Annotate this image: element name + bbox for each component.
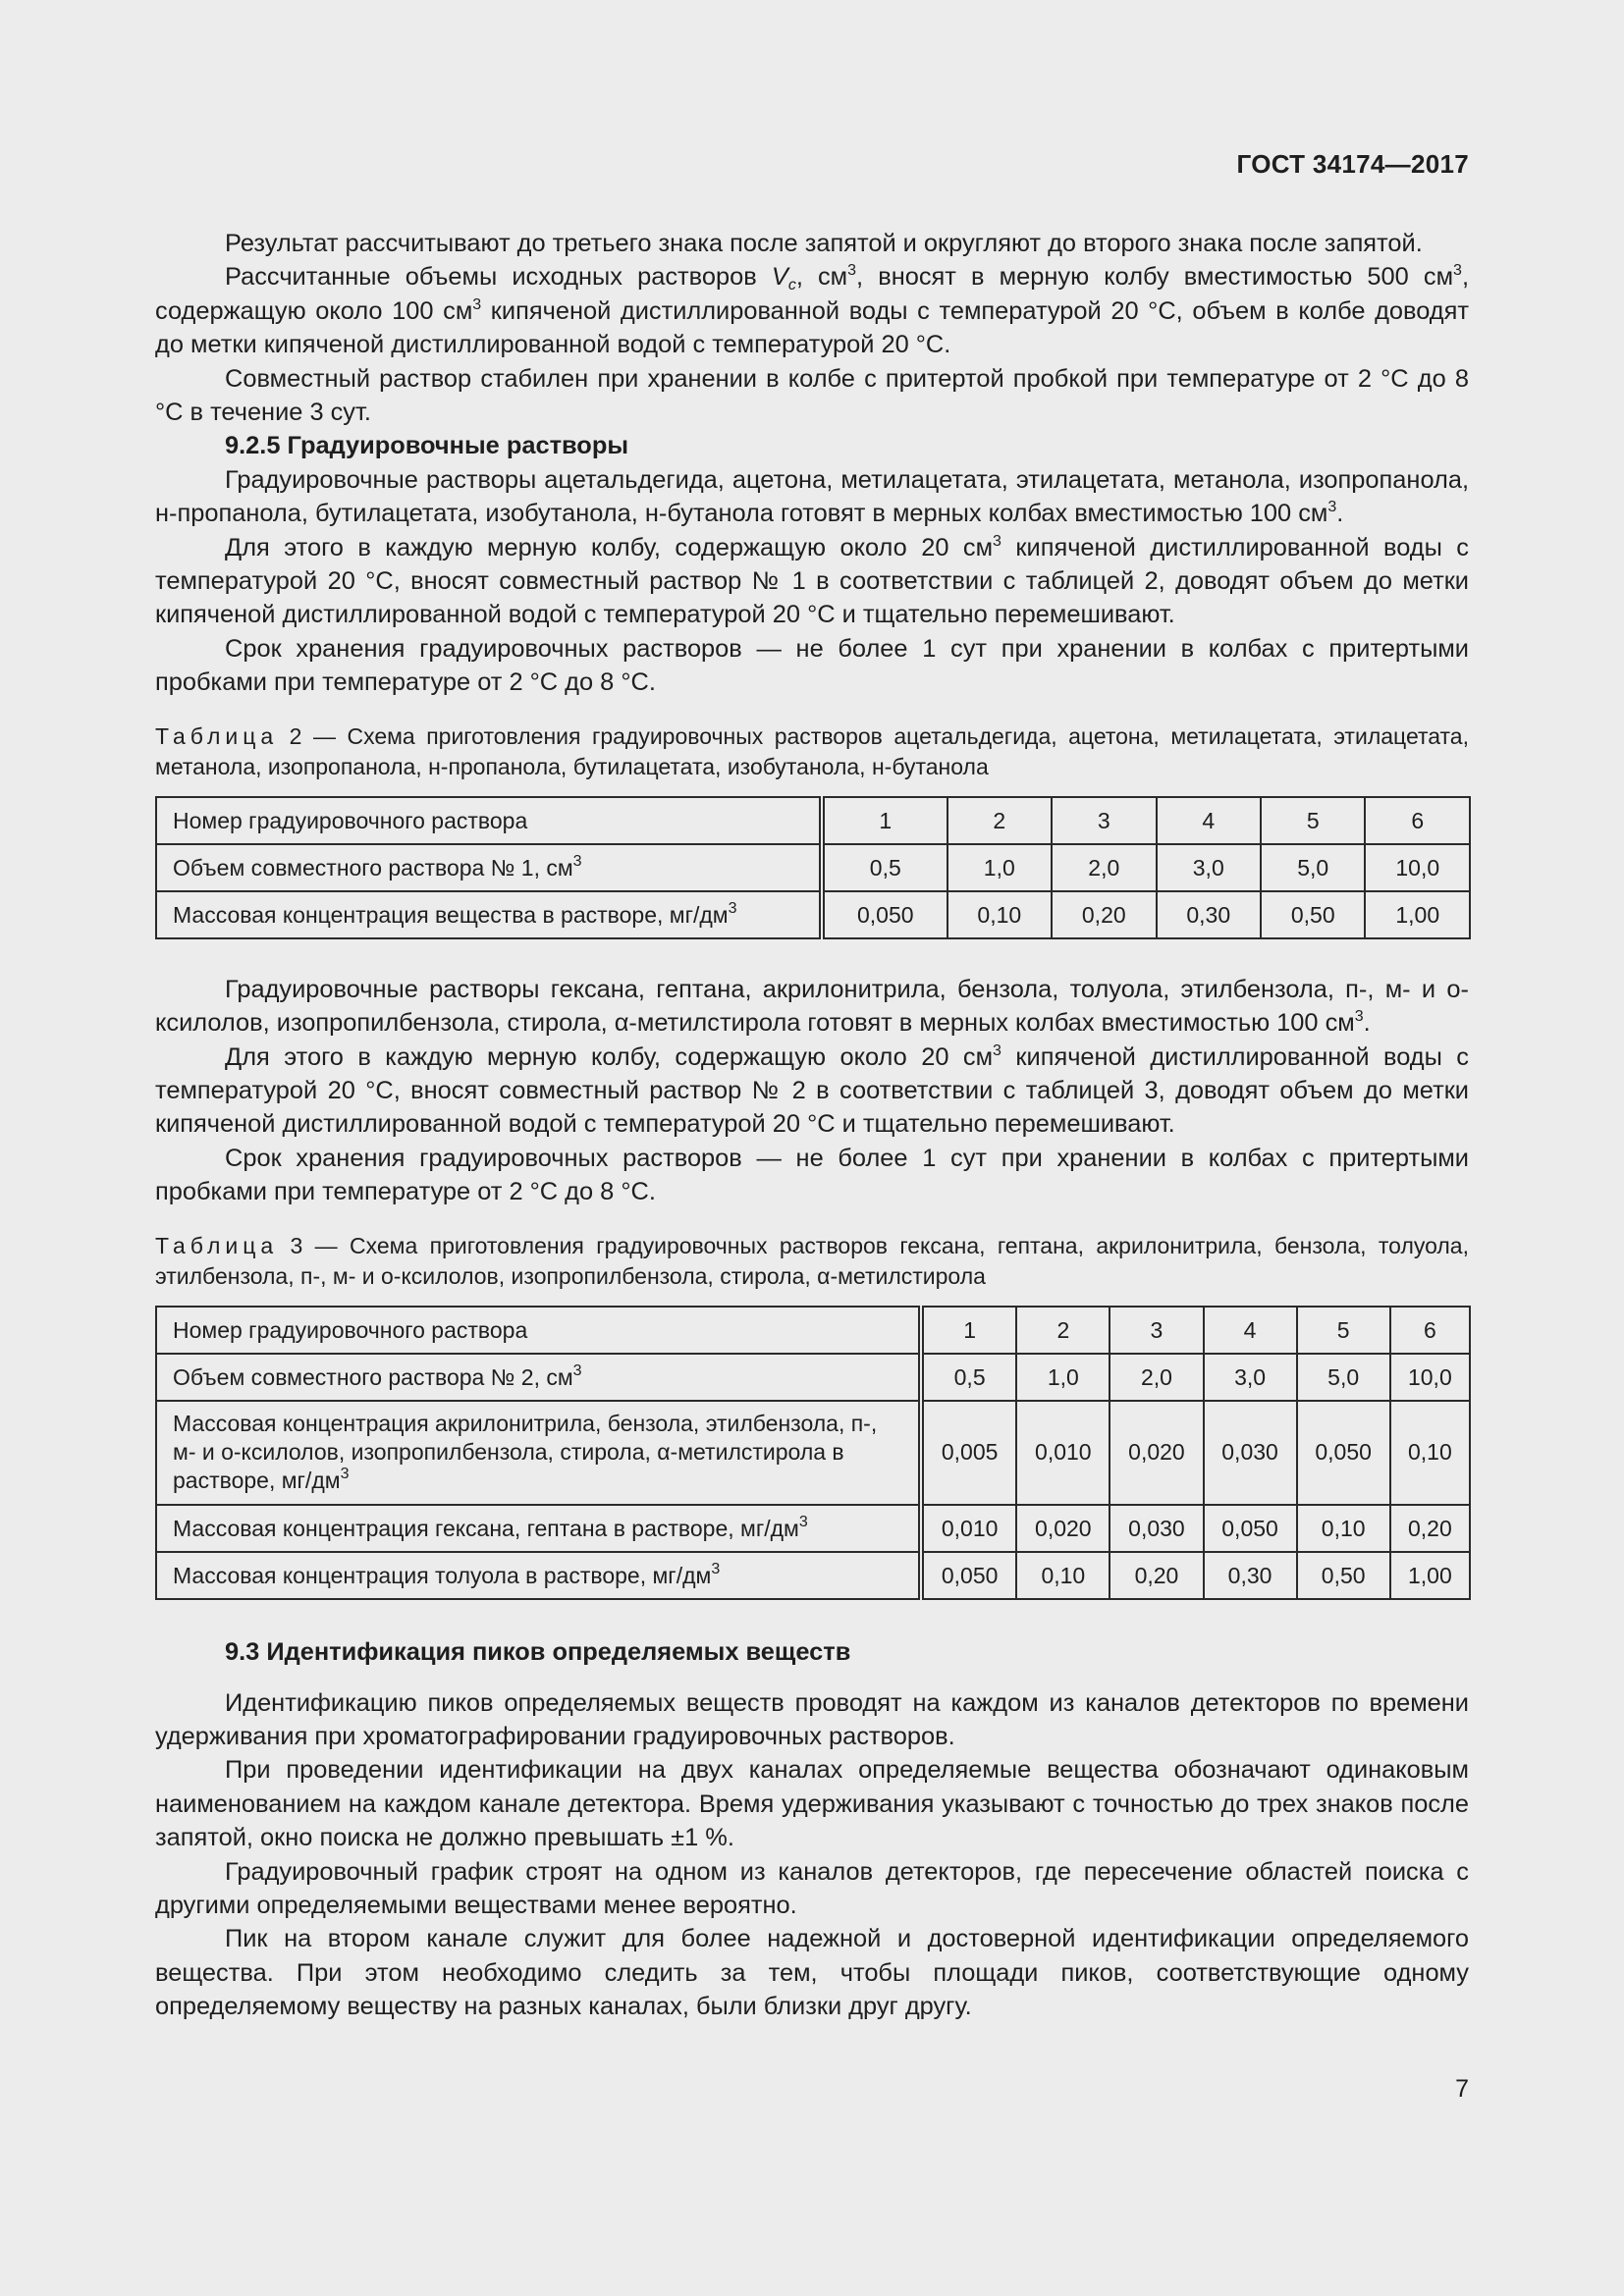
document-id: ГОСТ 34174—2017: [1236, 149, 1469, 179]
paragraph: Градуировочные растворы гексана, гептана, акрилонитрила, бензола, толуола, этилбензола, п-, м- и о-ксилолов, изопропилбензола, стирола, α-метилстирола готовят в мерных колбах вместимостью 100 $см^3$.: [155, 975, 1469, 1038]
table-cell: 3,0: [1204, 1354, 1297, 1401]
table-cell: 0,10: [1390, 1401, 1470, 1505]
table-cell: 3,0: [1157, 844, 1261, 891]
row-label: Номер градуировочного раствора: [156, 797, 822, 844]
table-cell: 4: [1204, 1307, 1297, 1354]
table-cell: 1,00: [1390, 1552, 1470, 1599]
table-cell: 0,050: [921, 1552, 1016, 1599]
section-heading: 9.2.5 Градуировочные растворы: [225, 432, 629, 460]
table-row: [156, 1505, 1470, 1552]
paragraph: Пик на втором канале служит для более надежной и достоверной идентификации определяемого вещества. При этом необходимо следить за тем, чтобы площади пиков, соответствующие одному определяемому веществу на разных каналах, были близки друг другу.: [155, 1925, 1469, 2021]
table-row: [156, 844, 1470, 891]
paragraph: Для этого в каждую мерную колбу, содержащую около 20 $см^3$ кипяченой дистиллированной воды с температурой 20 °С, вносят совместный раствор № 1 в соответствии с таблицей 2, доводят объем до метки кипяченой дистиллированной водой с температурой 20 °С и тщательно перемешивают.: [155, 532, 1469, 629]
table-caption: Таблица 2 — Схема приготовления градуировочных растворов ацетальдегида, ацетона, метилацетата, этилацетата, метанола, изопропанола, н-пропанола, бутилацетата, изобутанола, н-бутанола: [155, 722, 1469, 779]
row-label: Номер градуировочного раствора: [156, 1307, 921, 1354]
table-cell: 6: [1390, 1307, 1470, 1354]
table-cell: 0,050: [1297, 1401, 1390, 1505]
table-row: [156, 1552, 1470, 1599]
paragraph: Идентификацию пиков определяемых веществ проводят на каждом из каналов детекторов по времени удерживания при хроматографировании градуировочных растворов.: [155, 1688, 1469, 1750]
table-cell: 0,005: [921, 1401, 1016, 1505]
table-cell: 1: [822, 797, 947, 844]
paragraph: Совместный раствор стабилен при хранении в колбе с притертой пробкой при температуре от 2 °С до 8 °С в течение 3 сут.: [155, 364, 1469, 427]
row-label: Массовая концентрация вещества в растворе, $мг/дм^3$: [156, 891, 822, 938]
paragraph: Градуировочный график строят на одном из каналов детекторов, где пересечение областей поиска с другими определяемыми веществами менее вероятно.: [155, 1857, 1469, 1919]
table-cell: 5: [1297, 1307, 1390, 1354]
table-caption: Таблица 3 — Схема приготовления градуировочных растворов гексана, гептана, акрилонитрила, бензола, толуола, этилбензола, п-, м- и о-ксилолов, изопропилбензола, стирола, α-метилстирола: [155, 1232, 1469, 1289]
table-cell: 0,30: [1157, 891, 1261, 938]
table-cell: 10,0: [1365, 844, 1470, 891]
paragraph: Результат рассчитывают до третьего знака после запятой и округляют до второго знака после запятой.: [225, 230, 1423, 257]
table-cell: 1: [921, 1307, 1016, 1354]
row-label: Массовая концентрация гексана, гептана в растворе, $мг/дм^3$: [156, 1505, 921, 1552]
table-cell: 0,5: [822, 844, 947, 891]
table-cell: 5,0: [1261, 844, 1365, 891]
paragraph: Градуировочные растворы ацетальдегида, ацетона, метилацетата, этилацетата, метанола, изопропанола, н-пропанола, бутилацетата, изобутанола, н-бутанола готовят в мерных колбах вместимостью 100 $см^3$.: [155, 465, 1469, 528]
table-cell: 0,020: [1016, 1505, 1110, 1552]
section-heading: 9.3 Идентификация пиков определяемых веществ: [225, 1637, 851, 1666]
page-number: 7: [1455, 2075, 1469, 2103]
table-cell: 5: [1261, 797, 1365, 844]
table-cell: 0,030: [1110, 1505, 1203, 1552]
table-cell: 4: [1157, 797, 1261, 844]
paragraph: Срок хранения градуировочных растворов — не более 1 сут при хранении в колбах с притертыми пробками при температуре от 2 °С до 8 °С.: [155, 634, 1469, 697]
table-cell: 0,50: [1261, 891, 1365, 938]
table-cell: 0,20: [1052, 891, 1156, 938]
table-row: [156, 1354, 1470, 1401]
row-label: Массовая концентрация акрилонитрила, бензола, этилбензола, п-, м- и о-ксилолов, изопропилбензола, стирола, α-метилстирола в растворе, $мг/дм^3$: [156, 1401, 921, 1505]
table-cell: 0,20: [1110, 1552, 1203, 1599]
table-cell: 2,0: [1052, 844, 1156, 891]
paragraph: Для этого в каждую мерную колбу, содержащую около 20 $см^3$ кипяченой дистиллированной воды с температурой 20 °С, вносят совместный раствор № 2 в соответствии с таблицей 3, доводят объем до метки кипяченой дистиллированной водой с температурой 20 °С и тщательно перемешивают.: [155, 1041, 1469, 1139]
table-cell: 0,10: [1297, 1505, 1390, 1552]
table-cell: 3: [1110, 1307, 1203, 1354]
table-row: [156, 1401, 1470, 1505]
paragraph: Срок хранения градуировочных растворов — не более 1 сут при хранении в колбах с притертыми пробками при температуре от 2 °С до 8 °С.: [155, 1144, 1469, 1206]
table-cell: 3: [1052, 797, 1156, 844]
table-2: [155, 796, 1471, 939]
row-label: Объем совместного раствора № 1, $см^3$: [156, 844, 822, 891]
table-cell: 2,0: [1110, 1354, 1203, 1401]
table-cell: 2: [1016, 1307, 1110, 1354]
row-label: Объем совместного раствора № 2, $см^3$: [156, 1354, 921, 1401]
table-cell: 0,20: [1390, 1505, 1470, 1552]
row-label: Массовая концентрация толуола в растворе, $мг/дм^3$: [156, 1552, 921, 1599]
table-cell: 1,00: [1365, 891, 1470, 938]
table-3: [155, 1306, 1471, 1600]
table-cell: 5,0: [1297, 1354, 1390, 1401]
table-cell: 10,0: [1390, 1354, 1470, 1401]
table-cell: 0,30: [1204, 1552, 1297, 1599]
table-row: [156, 891, 1470, 938]
table-cell: 0,5: [921, 1354, 1016, 1401]
table-cell: 0,050: [1204, 1505, 1297, 1552]
table-cell: 0,020: [1110, 1401, 1203, 1505]
table-cell: 0,010: [1016, 1401, 1110, 1505]
table-row: [156, 1307, 1470, 1354]
table-cell: 2: [947, 797, 1052, 844]
table-cell: 1,0: [1016, 1354, 1110, 1401]
table-cell: 0,50: [1297, 1552, 1390, 1599]
table-cell: 0,030: [1204, 1401, 1297, 1505]
paragraph: Рассчитанные объемы исходных растворов $V_c$, $см^3$, вносят в мерную колбу вместимостью 500 $см^3$, содержащую около 100 $см^3$ кипяченой дистиллированной воды с температурой 20 °С, объем в колбе доводят до метки кипяченой дистиллированной водой с температурой 20 °С.: [155, 262, 1469, 359]
table-cell: 0,10: [1016, 1552, 1110, 1599]
paragraph: При проведении идентификации на двух каналах определяемые вещества обозначают одинаковым наименованием на каждом канале детектора. Время удерживания указывают с точностью до трех знаков после запятой, окно поиска не должно превышать ±1 %.: [155, 1756, 1469, 1852]
table-row: [156, 797, 1470, 844]
page-content: [155, 227, 1469, 2024]
table-cell: 6: [1365, 797, 1470, 844]
table-cell: 0,10: [947, 891, 1052, 938]
table-cell: 0,010: [921, 1505, 1016, 1552]
table-cell: 1,0: [947, 844, 1052, 891]
table-cell: 0,050: [822, 891, 947, 938]
